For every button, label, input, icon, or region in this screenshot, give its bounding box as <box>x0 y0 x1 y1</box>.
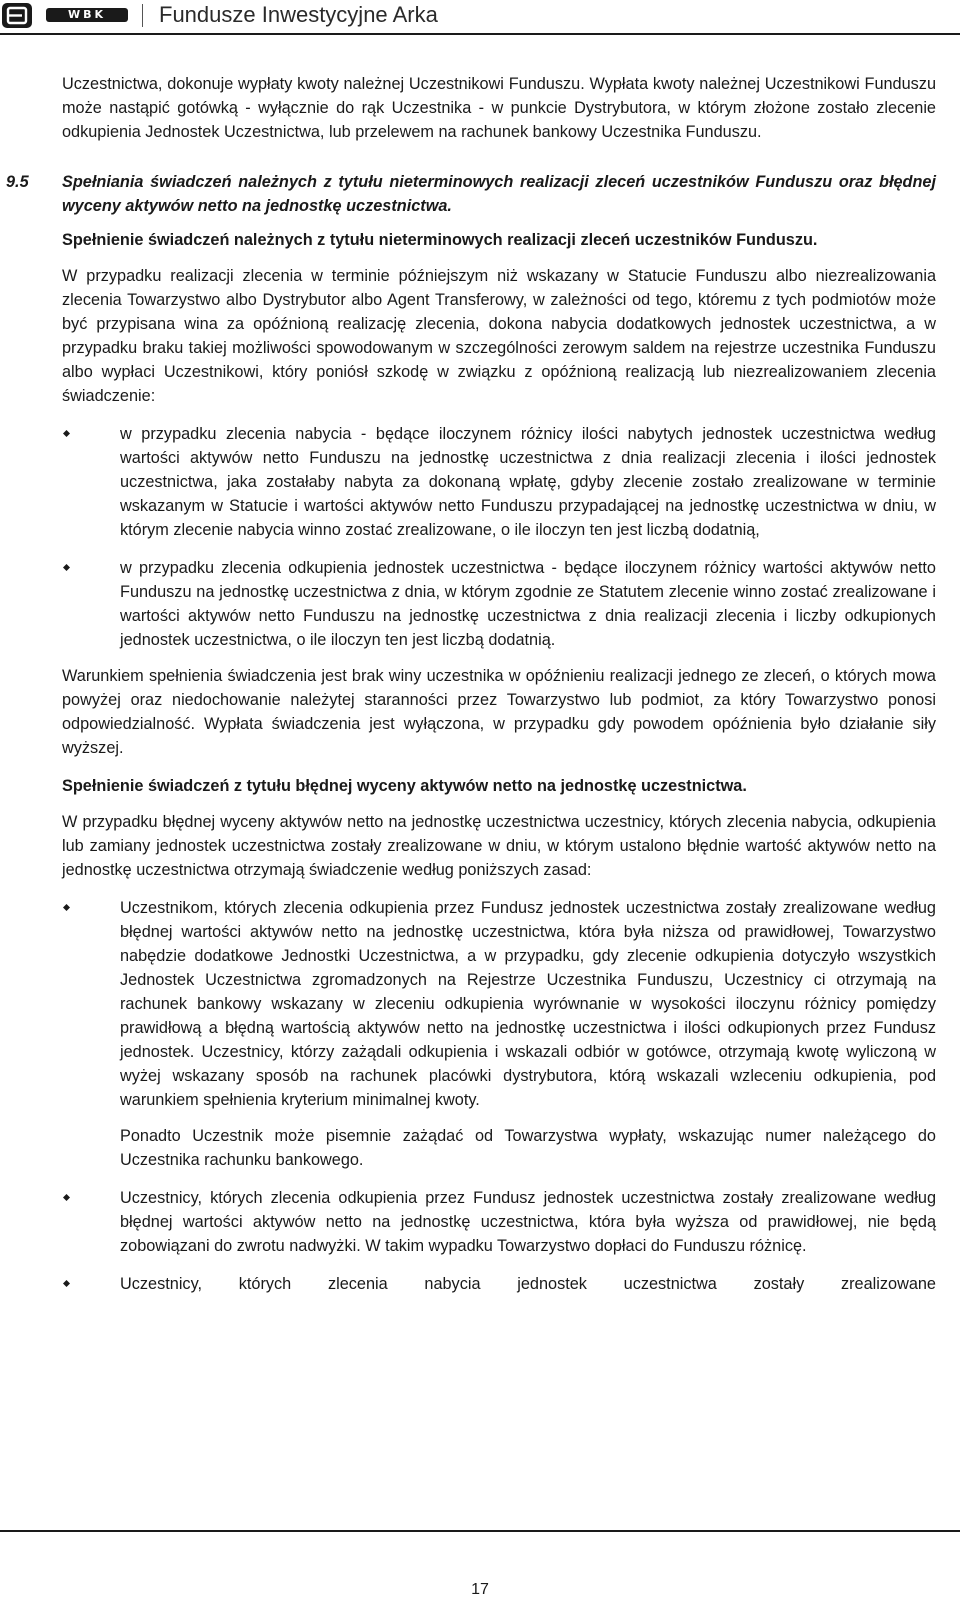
list-item <box>62 896 936 1172</box>
list-item-text: w przypadku zlecenia odkupienia jednostek uczestnictwa - będące iloczynem różnicy wartości aktywów netto Funduszu na jednostkę uczestnictwa z dnia, w którym zgodnie ze Statutem zlecenie winno zostać zrealizowane i wartości aktywów netto Funduszu na jednostkę uczestnictwa z dnia realizacji zlecenia i liczby odkupionych jednostek uczestnictwa, o ile iloczyn ten jest liczbą dodatnią. <box>120 559 936 649</box>
list-item-text: Uczestnikom, których zlecenia odkupienia przez Fundusz jednostek uczestnictwa zostały zrealizowane według błędnej wartości aktywów netto na jednostkę uczestnictwa, która była niższa od prawidłowej, Towarzystwo nabędzie dodatkowe Jednostki Uczestnictwa, a w przypadku, gdy zlecenie odkupienia dotyczyło wszystkich Jednostek Uczestnictwa zgromadzonych na Rejestrze Uczestnika Funduszu, Uczestnicy ci otrzymają na rachunek bankowy wskazany w zleceniu odkupienia wyrównanie w wysokości iloczynu różnicy pomiędzy prawidłową a błędną wartością aktywów netto na jednostkę uczestnictwa i ilości odkupionych przez Fundusz jednostek. Uczestnicy, którzy zażądali odkupienia i wskazali odbiór w gotówce, otrzymają kwotę wyliczoną w wyżej wskazany sposób na rachunek placówki dystrybutora, którą wskazali wzleceniu odkupienia, pod warunkiem spełnienia kryterium minimalnej kwoty. <box>120 899 936 1109</box>
list-item <box>62 556 936 652</box>
subheading-late-orders: Spełnienie świadczeń należnych z tytułu nieterminowych realizacji zleceń uczestników Funduszu. <box>62 231 818 249</box>
bullet-list-late-orders <box>62 422 936 652</box>
diamond-bullet-icon <box>63 1194 70 1201</box>
page-number: 17 <box>471 1581 489 1598</box>
list-item <box>62 1272 936 1296</box>
diamond-bullet-icon <box>63 904 70 911</box>
diamond-bullet-icon <box>63 564 70 571</box>
diamond-bullet-icon <box>63 430 70 437</box>
bank-logo-icon <box>2 3 32 28</box>
bullet-list-wrong-valuation <box>62 896 936 1296</box>
bank-wordmark-logo: WBK <box>46 8 128 22</box>
list-item-extra-paragraph: Ponadto Uczestnik może pisemnie zażądać od Towarzystwa wypłaty, wskazując numer należącego do Uczestnika rachunku bankowego. <box>120 1127 936 1169</box>
list-item-text: Uczestnicy, których zlecenia nabycia jednostek uczestnictwa zostały zrealizowane <box>120 1275 936 1293</box>
paragraph-wrong-valuation: W przypadku błędnej wyceny aktywów netto na jednostkę uczestnictwa uczestnicy, których zlecenia nabycia, odkupienia lub zamiany jednostek uczestnictwa zostały zrealizowane w dniu, w którym ustalono błędnie wartość aktywów netto na jednostkę uczestnictwa otrzymają świadczenie według poniższych zasad: <box>62 813 936 879</box>
paragraph-late-orders: W przypadku realizacji zlecenia w terminie późniejszym niż wskazany w Statucie Funduszu albo niezrealizowania zlecenia Towarzystwo albo Dystrybutor albo Agent Transferowy, w zależności od tego, któremu z tych podmiotów może być przypisana wina za opóźnioną realizację zlecenia, dokona nabycia dodatkowych jednostek uczestnictwa, a w przypadku braku takiej możliwości spowodowanym w szczególności zerowym saldem na rejestrze uczestnika Funduszu albo wypłaci Uczestnikowi, który poniósł szkodę w związku z opóźnioną realizacją lub niezrealizowaniem zlecenia świadczenie: <box>62 267 936 405</box>
header-rule <box>0 33 960 35</box>
header-divider <box>142 4 143 27</box>
section-heading-text: Spełniania świadczeń należnych z tytułu nieterminowych realizacji zleceń uczestników Funduszu oraz błędnej wyceny aktywów netto na jednostkę uczestnictwa. <box>62 173 936 215</box>
list-item-text: Uczestnicy, których zlecenia odkupienia przez Fundusz jednostek uczestnictwa zostały zrealizowane według błędnej wartości aktywów netto na jednostkę uczestnictwa, która była wyższa od prawidłowej, nie będą zobowiązani do zwrotu nadwyżki. W takim wypadku Towarzystwo dopłaci do Funduszu różnicę. <box>120 1189 936 1255</box>
page-header <box>0 0 960 36</box>
paragraph-conditions: Warunkiem spełnienia świadczenia jest brak winy uczestnika w opóźnieniu realizacji jednego ze zleceń, o których mowa powyżej oraz niedochowanie należytej staranności przez Towarzystwo lub podmiot, za który Towarzystwo ponosi odpowiedzialność. Wypłata świadczenia jest wyłączona, w przypadku gdy powodem opóźnienia było działanie siły wyższej. <box>62 667 936 757</box>
diamond-bullet-icon <box>63 1280 70 1287</box>
document-body <box>6 72 936 1296</box>
subheading-wrong-valuation: Spełnienie świadczeń z tytułu błędnej wyceny aktywów netto na jednostkę uczestnictwa. <box>62 777 747 795</box>
section-number: 9.5 <box>6 173 29 191</box>
intro-paragraph: Uczestnictwa, dokonuje wypłaty kwoty należnej Uczestnikowi Funduszu. Wypłata kwoty należnej Uczestnikowi Funduszu może nastąpić gotówką - wyłącznie do rąk Uczestnika - w punkcie Dystrybutora, w którym złożone zostało zlecenie odkupienia Jednostek Uczestnictwa, lub przelewem na rachunek bankowy Uczestnika Funduszu. <box>62 75 936 141</box>
list-item-text: w przypadku zlecenia nabycia - będące iloczynem różnicy ilości nabytych jednostek uczestnictwa według wartości aktywów netto Funduszu na jednostkę uczestnictwa z dnia realizacji zlecenia i ilości jednostek uczestnictwa, jaka zostałaby nabyta za dokonaną wpłatę, gdyby zlecenie zostało zrealizowane w terminie wskazanym w Statucie i wartości aktywów netto Funduszu przypadającej na jednostkę uczestnictwa w dniu, w którym zlecenie nabycia winno zostać zrealizowane, o ile iloczyn ten jest liczbą dodatnią, <box>120 425 936 539</box>
footer-rule <box>0 1530 960 1532</box>
list-item <box>62 1186 936 1258</box>
section-heading <box>6 170 936 218</box>
list-item <box>62 422 936 542</box>
header-title: Fundusze Inwestycyjne Arka <box>159 2 438 27</box>
